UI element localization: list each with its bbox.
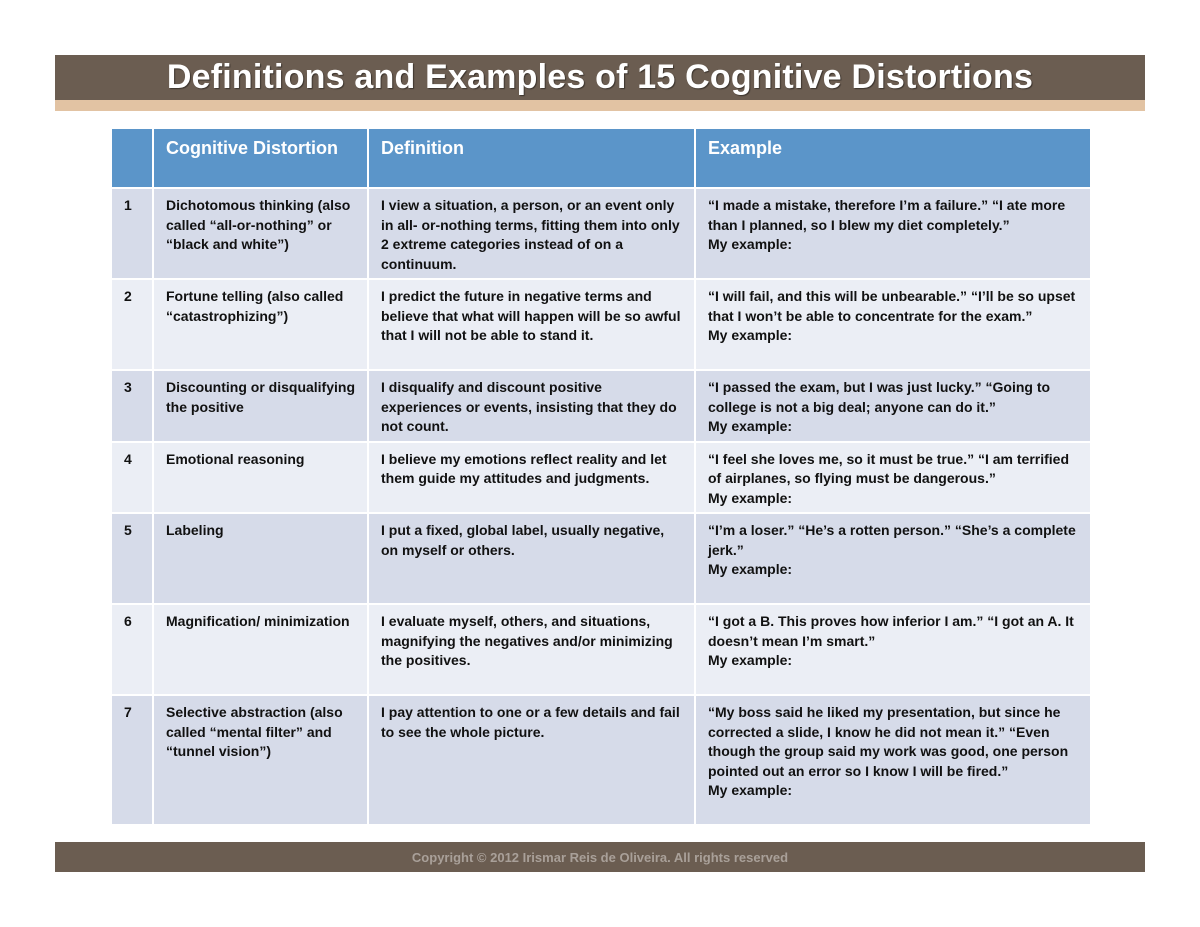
example-text: “I made a mistake, therefore I’m a failure.” “I ate more than I planned, so I blew my diet completely.” [708,197,1066,233]
title-accent-stripe [55,100,1145,111]
row-number: 6 [111,604,153,695]
example-cell [695,604,1091,695]
my-example-label: My example: [708,236,793,252]
example-text: “I’m a loser.” “He’s a rotten person.” “She’s a complete jerk.” [708,522,1076,558]
example-cell [695,188,1091,279]
example-text: “My boss said he liked my presentation, but since he corrected a slide, I know he did not mean it.” “Even though the group said my work was good, one person pointed out an error so I know I will be fired.” [708,704,1069,779]
definition-cell: I predict the future in negative terms and believe that what will happen will be so awful that I will not be able to stand it. [368,279,695,370]
my-example-label: My example: [708,782,793,798]
distortion-cell: Magnification/ minimization [153,604,368,695]
example-cell [695,279,1091,370]
row-number: 5 [111,513,153,604]
distortions-table [110,127,1092,826]
distortion-cell: Discounting or disqualifying the positive [153,370,368,442]
table-row [111,370,1091,442]
table-header-row [111,128,1091,188]
copyright-text: Copyright © 2012 Irismar Reis de Oliveira. All rights reserved [411,849,789,865]
row-number: 1 [111,188,153,279]
example-cell [695,442,1091,514]
example-text: “I got a B. This proves how inferior I am.” “I got an A. It doesn’t mean I’m smart.” [708,613,1074,649]
my-example-label: My example: [708,327,793,343]
definition-cell: I disqualify and discount positive experiences or events, insisting that they do not count. [368,370,695,442]
table-row [111,279,1091,370]
table-row [111,513,1091,604]
my-example-label: My example: [708,561,793,577]
distortion-cell: Fortune telling (also called “catastrophizing”) [153,279,368,370]
example-cell [695,513,1091,604]
example-cell [695,695,1091,825]
distortion-cell: Dichotomous thinking (also called “all-or-nothing” or “black and white”) [153,188,368,279]
header-num [111,128,153,188]
table-row [111,604,1091,695]
distortion-cell: Labeling [153,513,368,604]
my-example-label: My example: [708,418,793,434]
definition-cell: I pay attention to one or a few details and fail to see the whole picture. [368,695,695,825]
example-text: “I passed the exam, but I was just lucky.” “Going to college is not a big deal; anyone can do it.” [708,379,1051,415]
row-number: 3 [111,370,153,442]
example-text: “I feel she loves me, so it must be true.” “I am terrified of airplanes, so flying must be dangerous.” [708,450,1069,486]
row-number: 4 [111,442,153,514]
distortion-cell: Selective abstraction (also called “mental filter” and “tunnel vision”) [153,695,368,825]
title-bar [55,55,1145,100]
header-definition: Definition [368,128,695,188]
page-title: Definitions and Examples of 15 Cognitive Distortions [166,58,1034,96]
definition-cell: I evaluate myself, others, and situations, magnifying the negatives and/or minimizing the positives. [368,604,695,695]
table-row [111,188,1091,279]
footer-bar [55,842,1145,872]
my-example-label: My example: [708,489,793,506]
definition-cell: I put a fixed, global label, usually negative, on myself or others. [368,513,695,604]
example-text: “I will fail, and this will be unbearable.” “I’ll be so upset that I won’t be able to concentrate for the exam.” [708,288,1076,324]
header-distortion: Cognitive Distortion [153,128,368,188]
row-number: 2 [111,279,153,370]
distortion-cell: Emotional reasoning [153,442,368,514]
definition-cell: I believe my emotions reflect reality and let them guide my attitudes and judgments. [368,442,695,514]
row-number: 7 [111,695,153,825]
table-row [111,442,1091,514]
example-cell [695,370,1091,442]
definition-cell: I view a situation, a person, or an event only in all- or-nothing terms, fitting them into only 2 extreme categories instead of on a continuum. [368,188,695,279]
header-example: Example [695,128,1091,188]
table-row [111,695,1091,825]
my-example-label: My example: [708,652,793,668]
